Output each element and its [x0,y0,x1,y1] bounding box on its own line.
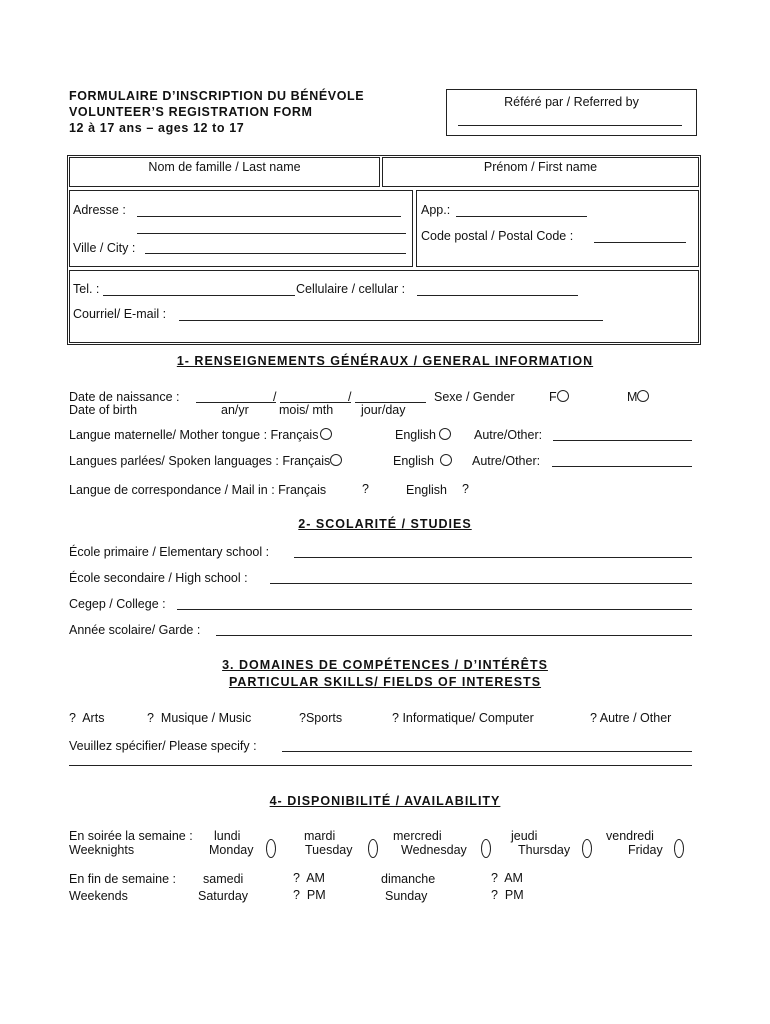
saturday-label-en: Saturday [198,889,249,903]
sunday-pm-label: PM [504,888,524,902]
mother-tongue-label: Langue maternelle/ Mother tongue : Français [69,428,319,442]
referred-by-box [446,89,697,136]
tuesday-label-fr: mardi [304,829,336,843]
skill-other-checkbox[interactable]: ? [590,711,597,725]
dob-label-fr: Date de naissance : [69,390,180,404]
mother-tongue-other-label: Autre/Other: [474,428,543,442]
saturday-pm-label: PM [306,888,326,902]
address-cell [69,190,413,267]
thursday-label-en: Thursday [518,843,571,857]
mother-tongue-en-option[interactable] [395,428,451,442]
mail-in-fr-checkbox[interactable]: ? [362,482,369,496]
mother-tongue-option[interactable] [69,428,332,442]
spoken-fr-radio[interactable] [330,454,342,466]
form-ages: 12 à 17 ans – ages 12 to 17 [69,121,245,135]
postal-code-field[interactable] [594,242,686,243]
dob-day-hint: jour/day [361,403,406,417]
gender-f-radio[interactable] [557,390,569,402]
gender-label: Sexe / Gender [434,390,515,404]
sunday-label-en: Sunday [385,889,428,903]
elementary-label: École primaire / Elementary school : [69,545,270,559]
cegep-field[interactable] [177,609,692,610]
form-title-fr: FORMULAIRE D’INSCRIPTION DU BÉNÉVOLE [69,89,365,103]
address-line-2[interactable] [137,233,406,234]
tel-field[interactable] [103,295,295,296]
grade-field[interactable] [216,635,692,636]
skill-sports-option[interactable] [299,711,342,725]
specify-field-1[interactable] [282,751,692,752]
dob-yr-hint: an/yr [221,403,249,417]
referred-by-label: Référé par / Referred by [504,95,639,109]
referred-by-field[interactable] [458,125,682,126]
mother-tongue-en-radio[interactable] [439,428,451,440]
thursday-label-fr: jeudi [511,829,538,843]
gender-f-label: F [549,390,557,404]
section-general-heading: 1- RENSEIGNEMENTS GÉNÉRAUX / GENERAL INFORMATION [176,354,594,368]
dob-label-en: Date of birth [69,403,138,417]
specify-label: Veuillez spécifier/ Please specify : [69,739,257,753]
weekends-label-fr: En fin de semaine : [69,872,177,886]
postal-code-label: Code postal / Postal Code : [421,229,574,243]
gender-m-option[interactable] [627,390,649,404]
tuesday-checkbox[interactable] [368,839,378,858]
mother-tongue-en-label: English [395,428,436,442]
skill-music-checkbox[interactable]: ? [147,711,154,725]
gender-m-radio[interactable] [637,390,649,402]
skill-music-label: Musique / Music [160,711,252,725]
sunday-label-fr: dimanche [381,872,436,886]
monday-label-fr: lundi [214,829,241,843]
dob-slash-1: / [273,390,277,404]
cellular-field[interactable] [417,295,578,296]
spoken-en-radio[interactable] [440,454,452,466]
monday-checkbox[interactable] [266,839,276,858]
friday-checkbox[interactable] [674,839,684,858]
apt-label: App.: [421,203,451,217]
cegep-label: Cegep / College : [69,597,166,611]
section-availability-heading: 4- DISPONIBILITÉ / AVAILABILITY [269,794,501,808]
wednesday-label-fr: mercredi [393,829,442,843]
dob-slash-2: / [348,390,352,404]
first-name-label: Prénom / First name [483,160,598,174]
specify-field-2[interactable] [69,765,692,766]
section-skills-heading-2: PARTICULAR SKILLS/ FIELDS OF INTERESTS [228,675,542,689]
city-label: Ville / City : [73,241,136,255]
sunday-pm-checkbox[interactable]: ? [491,888,498,902]
skill-arts-checkbox[interactable]: ? [69,711,76,725]
skill-other-label: Autre / Other [599,711,672,725]
city-field[interactable] [145,253,406,254]
sunday-am-label: AM [504,871,523,885]
spoken-en-label: English [393,454,434,468]
tel-label: Tel. : [73,282,100,296]
section-skills-heading-1: 3. DOMAINES DE COMPÉTENCES / D’INTÉRÊTS [222,658,548,672]
sunday-pm-option[interactable] [491,888,524,902]
saturday-am-option[interactable] [293,871,325,885]
spoken-en-option[interactable] [393,454,452,468]
monday-label-en: Monday [209,843,254,857]
sunday-am-checkbox[interactable]: ? [491,871,498,885]
gender-f-option[interactable] [549,390,569,404]
saturday-pm-option[interactable] [293,888,326,902]
high-school-field[interactable] [270,583,692,584]
first-name-cell[interactable] [382,157,699,187]
high-school-label: École secondaire / High school : [69,571,248,585]
mail-in-en-label: English [406,483,447,497]
spoken-languages-option[interactable] [69,454,342,468]
spoken-languages-label: Langues parlées/ Spoken languages : Français [69,454,331,468]
skill-sports-label: Sports [305,711,343,725]
sunday-am-option[interactable] [491,871,523,885]
email-field[interactable] [179,320,603,321]
skill-computer-option[interactable] [392,711,534,725]
skill-music-option[interactable] [147,711,251,725]
mail-in-en-checkbox[interactable]: ? [462,482,469,496]
last-name-cell[interactable] [69,157,380,187]
skill-other-option[interactable] [590,711,671,725]
email-label: Courriel/ E-mail : [73,307,167,321]
skill-arts-option[interactable] [69,711,104,725]
weekends-label-en: Weekends [69,889,128,903]
last-name-label: Nom de famille / Last name [148,160,301,174]
saturday-am-checkbox[interactable]: ? [293,871,300,885]
friday-label-fr: vendredi [606,829,654,843]
saturday-pm-checkbox[interactable]: ? [293,888,300,902]
spoken-other-field[interactable] [552,466,692,467]
thursday-checkbox[interactable] [582,839,592,858]
saturday-label-fr: samedi [203,872,244,886]
grade-label: Année scolaire/ Garde : [69,623,201,637]
weeknights-label-fr: En soirée la semaine : [69,829,193,843]
skill-arts-label: Arts [82,711,105,725]
mother-tongue-fr-radio[interactable] [320,428,332,440]
apt-field[interactable] [456,216,587,217]
cellular-label: Cellulaire / cellular : [296,282,406,296]
elementary-field[interactable] [294,557,692,558]
gender-m-label: M [627,390,638,404]
form-title-en: VOLUNTEER’S REGISTRATION FORM [69,105,313,119]
friday-label-en: Friday [628,843,663,857]
dob-mth-hint: mois/ mth [279,403,334,417]
wednesday-label-en: Wednesday [401,843,467,857]
skill-sports-checkbox[interactable]: ? [299,711,306,725]
weeknights-label-en: Weeknights [69,843,135,857]
spoken-other-label: Autre/Other: [472,454,541,468]
mother-tongue-other-field[interactable] [553,440,692,441]
skill-computer-label: Informatique/ Computer [402,711,534,725]
address-label: Adresse : [73,203,126,217]
skill-computer-checkbox[interactable]: ? [392,711,399,725]
tuesday-label-en: Tuesday [305,843,353,857]
address-line-1[interactable] [137,216,401,217]
saturday-am-label: AM [306,871,325,885]
mail-in-label: Langue de correspondance / Mail in : Français [69,483,327,497]
section-studies-heading: 2- SCOLARITÉ / STUDIES [298,517,472,531]
wednesday-checkbox[interactable] [481,839,491,858]
